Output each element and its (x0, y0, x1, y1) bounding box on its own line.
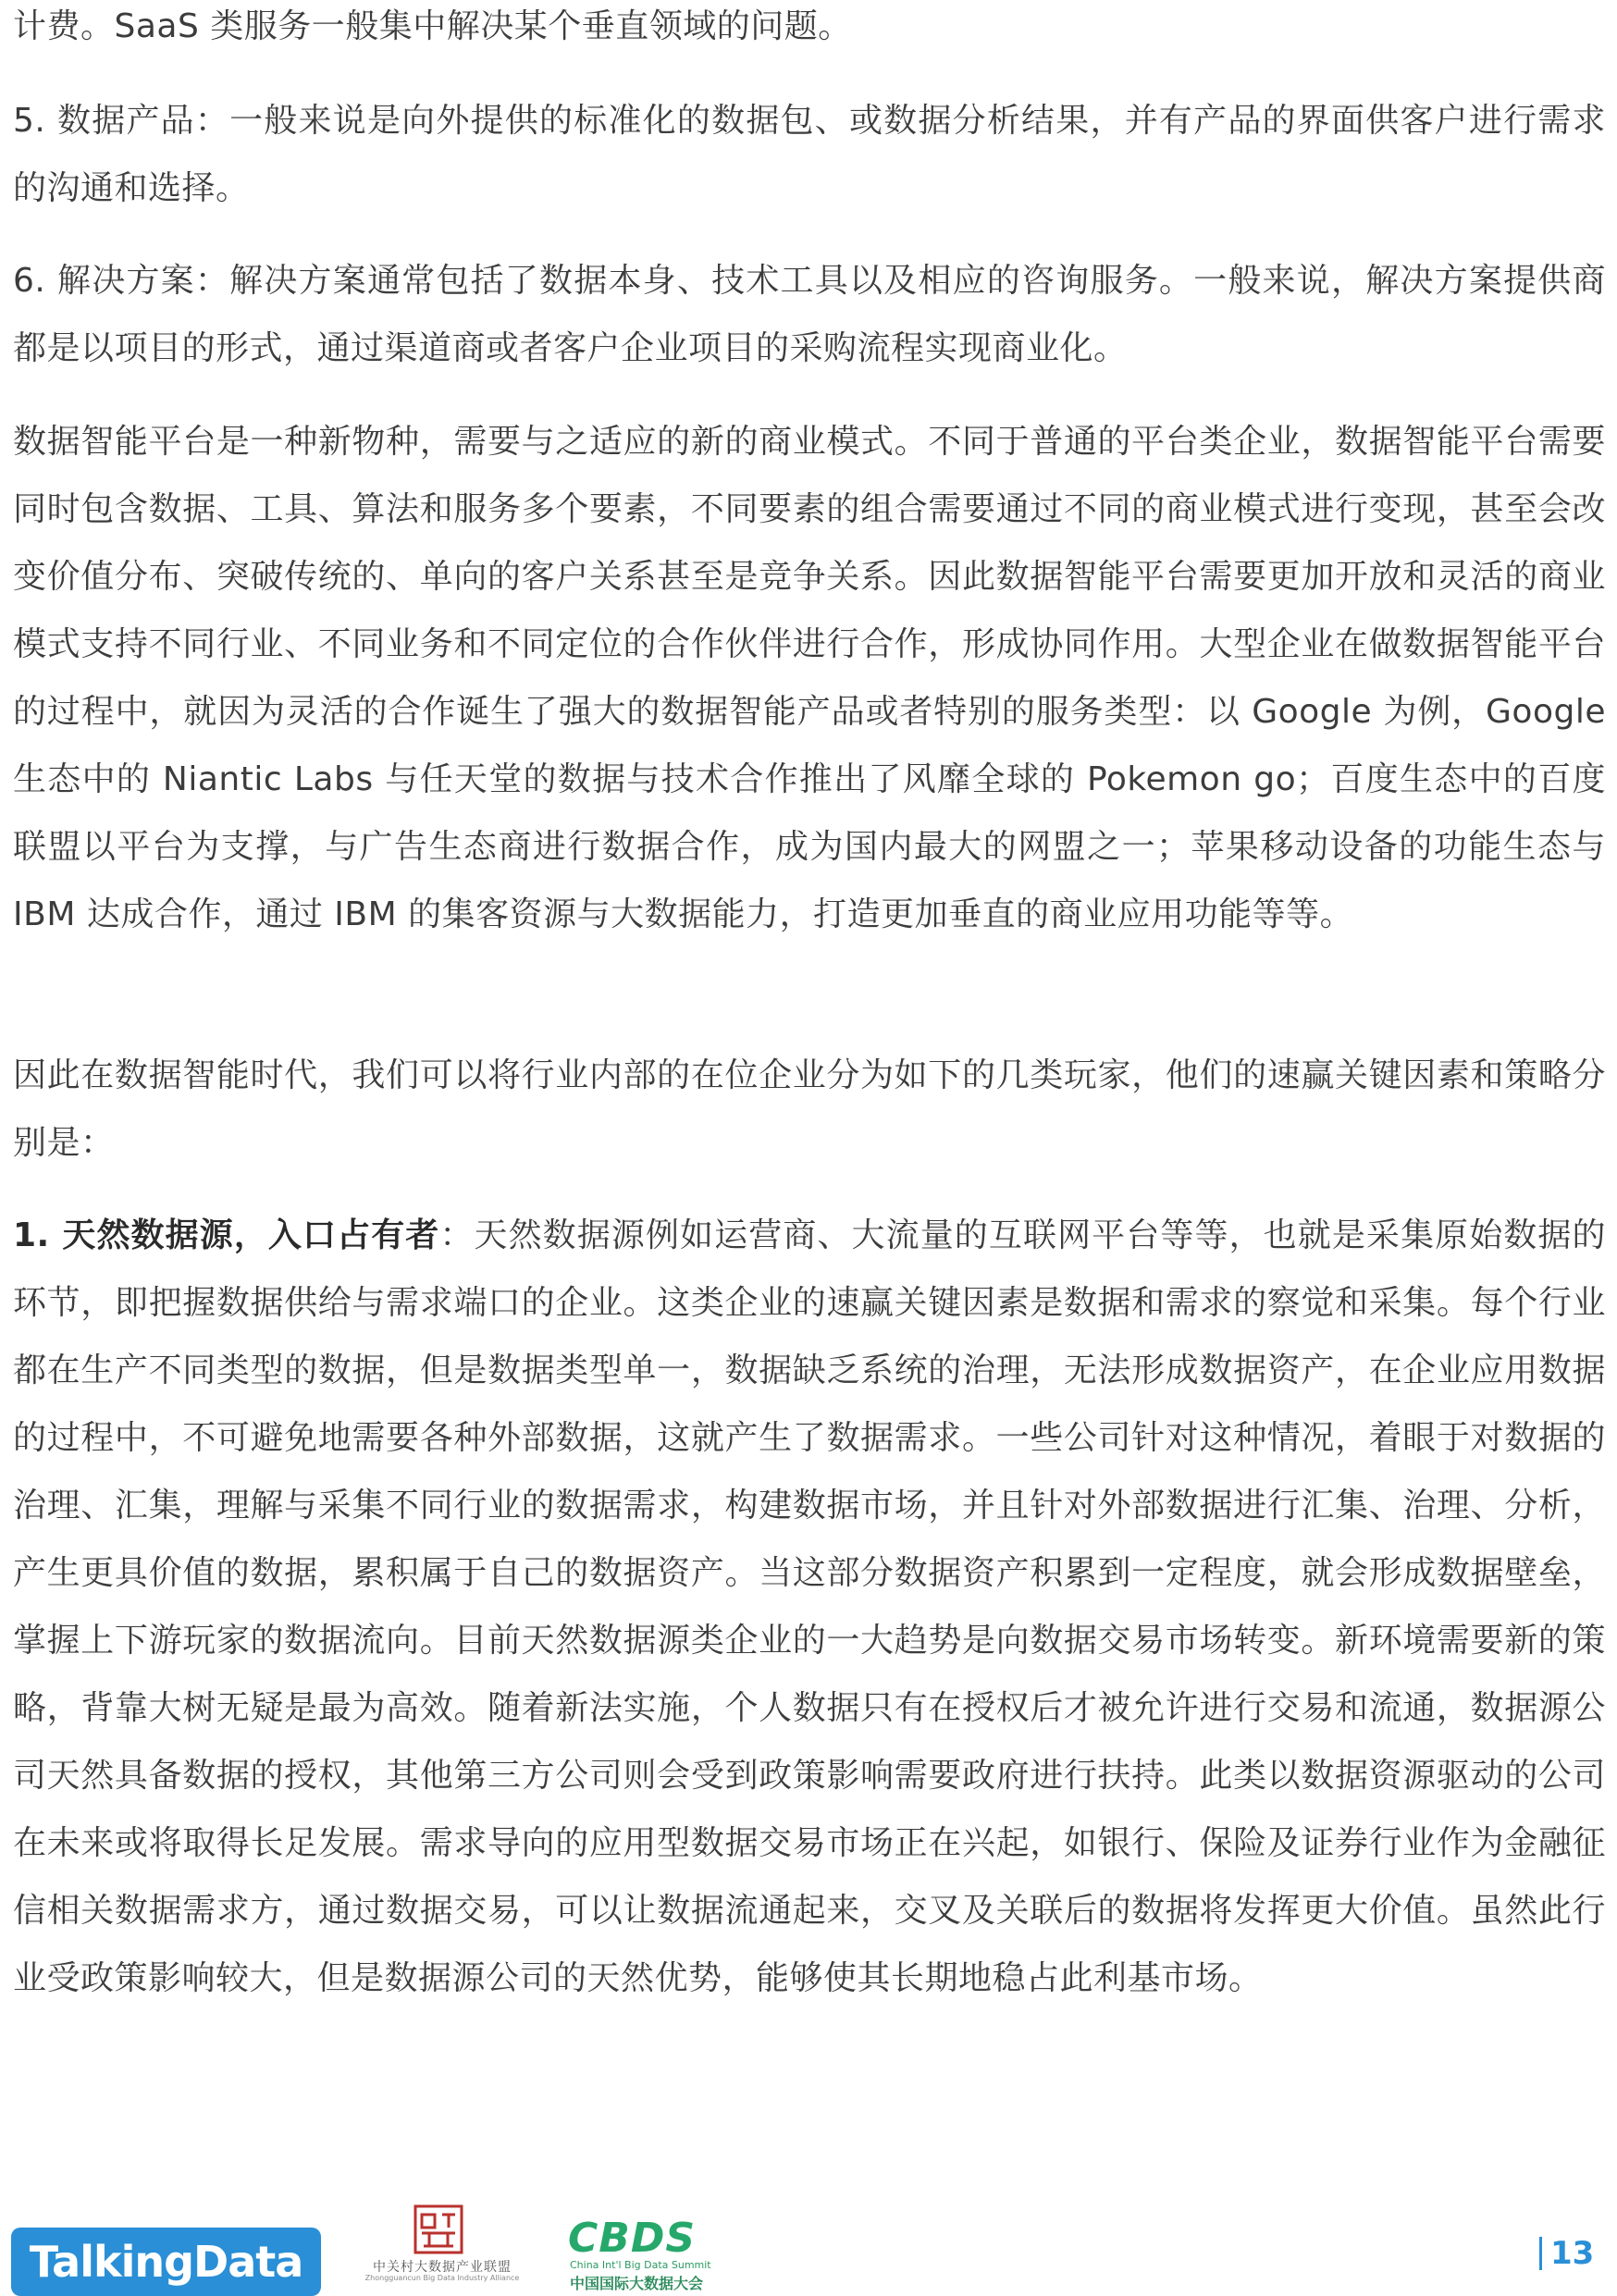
paragraph-natural-data-source (13, 1202, 1606, 2012)
paragraph-player-categories: 因此在数据智能时代，我们可以将行业内部的在位企业分为如下的几类玩家，他们的速赢关键因素和策略分别是： (13, 1056, 1606, 1162)
zgc-logo-en-text: Zhongguancun Big Data Industry Alliance (364, 2274, 520, 2282)
paragraph-data-intelligence-platform: 数据智能平台是一种新物种，需要与之适应的新的商业模式。不同于普通的平台类企业，数据智能平台需要同时包含数据、工具、算法和服务多个要素，不同要素的组合需要通过不同的商业模式进行变现，甚至会改变价值分布、突破传统的、单向的客户关系甚至是竞争关系。因此数据智能平台需要更加开放和灵活的商业模式支持不同行业、不同业务和不同定位的合作伙伴进行合作，形成协同作用。大型企业在做数据智能平台的过程中，就因为灵活的合作诞生了强大的数据智能产品或者特别的服务类型：以 Google 为例，Google 生态中的 Niantic Labs 与任天堂的数据与技术合作推出了风靡全球的 Pokemon go；百度生态中的百度联盟以平台为支撑，与广告生态商进行数据合作，成为国内最大的网盟之一；苹果移动设备的功能生态与 IBM 达成合作，通过 IBM 的集客资源与大数据能力，打造更加垂直的商业应用功能等等。 (13, 423, 1606, 933)
cbds-logo-cn-text: 中国国际大数据大会 (570, 2275, 704, 2292)
paragraph-lead-body: ：天然数据源例如运营商、大流量的互联网平台等等，也就是采集原始数据的环节，即把握数据供给与需求端口的企业。这类企业的速赢关键因素是数据和需求的察觉和采集。每个行业都在生产不同类型的数据，但是数据类型单一，数据缺乏系统的治理，无法形成数据资产，在企业应用数据的过程中，不可避免地需要各种外部数据，这就产生了数据需求。一些公司针对这种情况，着眼于对数据的治理、汇集，理解与采集不同行业的数据需求，构建数据市场，并且针对外部数据进行汇集、治理、分析，产生更具价值的数据，累积属于自己的数据资产。当这部分数据资产积累到一定程度，就会形成数据壁垒，掌握上下游玩家的数据流向。目前天然数据源类企业的一大趋势是向数据交易市场转变。新环境需要新的策略，背靠大树无疑是最为高效。随着新法实施，个人数据只有在授权后才被允许进行交易和流通，数据源公司天然具备数据的授权，其他第三方公司则会受到政策影响需要政府进行扶持。此类以数据资源驱动的公司在未来或将取得长足发展。需求导向的应用型数据交易市场正在兴起，如银行、保险及证券行业作为金融征信相关数据需求方，通过数据交易，可以让数据流通起来，交叉及关联后的数据将发挥更大价值。虽然此行业受政策影响较大，但是数据源公司的天然优势，能够使其长期地稳占此利基市场。 (13, 1216, 1606, 1997)
cbds-logo (568, 2215, 734, 2292)
paragraph-data-products: 5. 数据产品：一般来说是向外提供的标准化的数据包、或数据分析结果，并有产品的界面供客户进行需求的沟通和选择。 (13, 102, 1606, 207)
zgc-logo-cn-text: 中关村大数据产业联盟 (373, 2260, 512, 2275)
talkingdata-logo: TalkingData (11, 2228, 321, 2296)
page-number-divider (1539, 2237, 1542, 2270)
paragraph-lead-heading: 1. 天然数据源，入口占有者 (13, 1216, 440, 1254)
page-footer (0, 2202, 1617, 2292)
cbds-logo-mark: CBDS (568, 2215, 697, 2262)
page-number: 13 (1550, 2235, 1595, 2272)
zgc-seal-icon (413, 2203, 464, 2255)
paragraph-saas-continuation: 计费。SaaS 类服务一般集中解决某个垂直领域的问题。 (13, 7, 852, 45)
cbds-logo-en-text: China Int'l Big Data Summit (570, 2259, 711, 2271)
paragraph-solutions: 6. 解决方案：解决方案通常包括了数据本身、技术工具以及相应的咨询服务。一般来说，解决方案提供商都是以项目的形式，通过渠道商或者客户企业项目的采购流程实现商业化。 (13, 262, 1606, 367)
zgc-alliance-logo (350, 2203, 535, 2289)
